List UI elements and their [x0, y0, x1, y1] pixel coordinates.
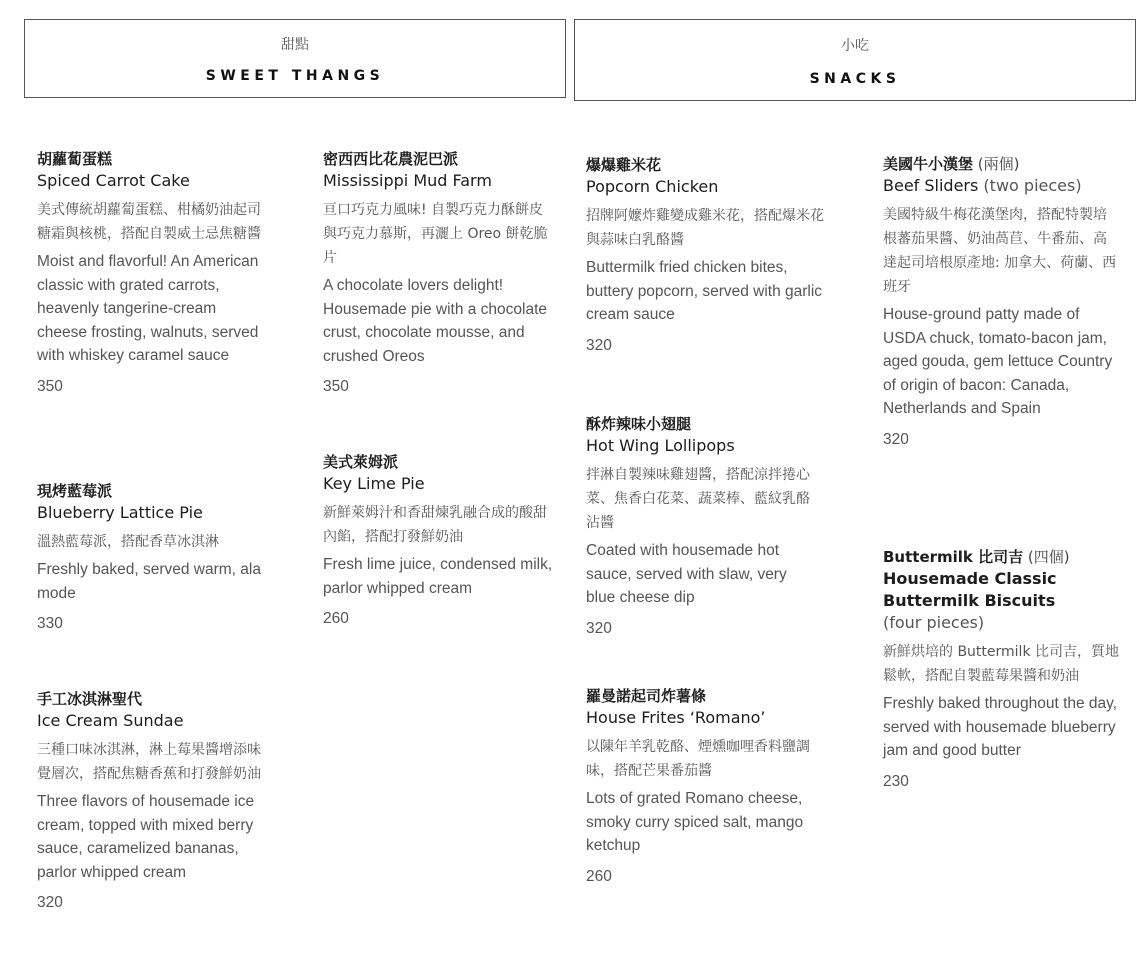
item-name-zh: 美式萊姆派 — [323, 453, 399, 471]
item-name-en: Popcorn Chicken — [586, 177, 719, 196]
item-name-en: Mississippi Mud Farm — [323, 171, 492, 190]
item-name-zh: 酥炸辣味小翅腿 — [586, 415, 692, 433]
menu-item-beef-sliders — [883, 153, 1118, 451]
menu-item-carrot-cake — [37, 148, 262, 398]
menu-item-buttermilk-biscuits — [883, 546, 1123, 793]
item-quantity-zh: (四個) — [1023, 548, 1070, 566]
item-description-zh: 溫熱藍莓派，搭配香草冰淇淋 — [37, 534, 219, 550]
item-name-zh: 羅曼諾起司炸薯條 — [586, 687, 707, 705]
item-name-zh — [883, 546, 1123, 568]
item-description-zh: 亘口巧克力風味! 自製巧克力酥餅皮與巧克力慕斯，再灑上 Oreo 餅乾脆片 — [323, 202, 548, 266]
section-title-en: SNACKS — [809, 71, 901, 87]
item-price: 350 — [323, 378, 349, 395]
item-price: 260 — [323, 610, 349, 627]
menu-item-ice-cream-sundae — [37, 688, 267, 914]
item-price: 230 — [883, 772, 909, 790]
item-name-en: House Frites ‘Romano’ — [586, 708, 766, 727]
item-description-zh: 招牌阿嬤炸雞變成雞米花，搭配爆米花與蒜味白乳酪醬 — [586, 208, 824, 248]
item-price: 330 — [37, 615, 63, 632]
item-name-zh-text: 美國牛小漢堡 — [883, 155, 974, 173]
item-name-zh: 胡蘿蔔蛋糕 — [37, 150, 113, 168]
item-name-zh: 手工冰淇淋聖代 — [37, 690, 143, 708]
item-description-en: Three flavors of housemade ice cream, topped with mixed berry sauce, caramelized bananas, parlor whipped cream — [37, 793, 255, 881]
menu-item-mississippi-mud — [323, 148, 555, 398]
section-header-snacks — [574, 19, 1136, 101]
item-name-en: Blueberry Lattice Pie — [37, 503, 203, 522]
item-name-en — [883, 175, 1118, 197]
item-price: 350 — [37, 377, 63, 395]
item-price: 320 — [586, 619, 612, 637]
item-quantity-en: (two pieces) — [978, 176, 1082, 195]
item-name-en: Key Lime Pie — [323, 474, 425, 493]
item-description-zh: 新鮮烘培的 Buttermilk 比司吉，質地鬆軟，搭配自製藍莓果醬和奶油 — [883, 644, 1120, 684]
menu-item-hot-wing-lollipops — [586, 413, 818, 640]
section-title-en: SWEET THANGS — [205, 68, 385, 84]
item-name-zh — [883, 153, 1118, 175]
item-name-zh: 現烤藍莓派 — [37, 482, 113, 500]
item-description-zh: 新鮮萊姆汁和香甜煉乳融合成的酸甜內餡，搭配打發鮮奶油 — [323, 505, 547, 545]
item-name-zh-text: Buttermilk 比司吉 — [883, 548, 1024, 566]
item-name-zh: 爆爆雞米花 — [586, 156, 662, 174]
section-title-zh: 小吃 — [841, 38, 869, 54]
menu-item-key-lime-pie — [323, 451, 555, 630]
item-description-en: Coated with housemade hot sauce, served with slaw, very blue cheese dip — [586, 542, 787, 606]
item-description-en: Fresh lime juice, condensed milk, parlor whipped cream — [323, 556, 553, 597]
item-name-zh: 密西西比花農泥巴派 — [323, 150, 459, 168]
item-description-en: A chocolate lovers delight! Housemade pie with a chocolate crust, chocolate mousse, and crushed Oreos — [323, 277, 548, 365]
item-description-zh: 三種口味冰淇淋，淋上莓果醬增添味覺層次，搭配焦糖香蕉和打發鮮奶油 — [37, 742, 261, 782]
item-description-en: Moist and flavorful! An American classic with grated carrots, heavenly tangerine-cream cheese frosting, walnuts, served with whiskey caramel sauce — [37, 253, 259, 364]
item-description-zh: 美國特級牛梅花漢堡肉，搭配特製培根蕃茄果醬、奶油萵苣、牛番茄、高達起司培根原產地: 加拿大、荷蘭、西班牙 — [883, 207, 1117, 295]
item-description-en: House-ground patty made of USDA chuck, tomato-bacon jam, aged gouda, gem lettuce Country of origin of bacon: Canada, Netherlands and Spain — [883, 306, 1113, 417]
item-description-en: Freshly baked throughout the day, served with housemade blueberry jam and good butter — [883, 695, 1118, 759]
item-quantity-zh: (兩個) — [973, 155, 1020, 173]
item-name-en: Ice Cream Sundae — [37, 711, 184, 730]
item-name-en: Housemade Classic Buttermilk Biscuits — [883, 569, 1057, 610]
item-price: 320 — [883, 430, 909, 448]
item-description-zh: 美式傳統胡蘿蔔蛋糕、柑橘奶油起司糖霜與核桃，搭配自製威士忌焦糖醬 — [37, 202, 261, 242]
item-name-en: Hot Wing Lollipops — [586, 436, 735, 455]
item-price: 260 — [586, 867, 612, 885]
item-description-en: Freshly baked, served warm, ala mode — [37, 561, 261, 602]
item-price: 320 — [586, 336, 612, 354]
item-quantity-en: (four pieces) — [883, 613, 985, 632]
section-header-sweet-thangs — [24, 19, 566, 98]
item-description-en: Lots of grated Romano cheese, smoky curry spiced salt, mango ketchup — [586, 790, 804, 854]
item-name-en-text: Beef Sliders — [883, 176, 979, 195]
item-description-en: Buttermilk fried chicken bites, buttery popcorn, served with garlic cream sauce — [586, 259, 823, 323]
menu-item-house-frites — [586, 685, 818, 888]
item-description-zh: 以陳年羊乳乾酪、煙燻咖哩香料鹽調味，搭配芒果番茄醬 — [586, 739, 810, 779]
item-description-zh: 拌淋自製辣味雞翅醬，搭配涼拌捲心菜、焦香白花菜、蔬菜棒、藍紋乳酪沾醬 — [586, 467, 810, 531]
item-name-en: Spiced Carrot Cake — [37, 171, 190, 190]
item-price: 320 — [37, 894, 63, 911]
section-title-zh: 甜點 — [281, 37, 309, 53]
menu-item-popcorn-chicken — [586, 154, 826, 357]
menu-item-blueberry-pie — [37, 480, 267, 635]
